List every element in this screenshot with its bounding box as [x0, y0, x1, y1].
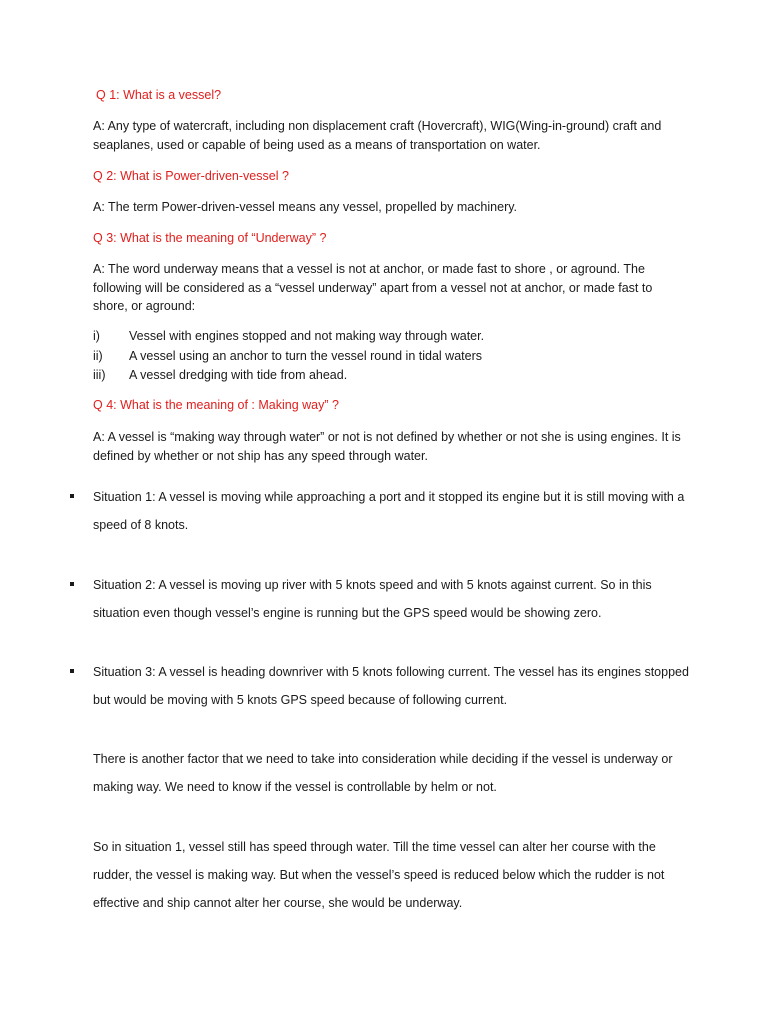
- situation-3: Situation 3: A vessel is heading downriver with 5 knots following current. The vessel has its engines stopped but would be moving with 5 knots GPS speed because of following current.: [93, 665, 689, 707]
- list-number: iii): [93, 368, 106, 382]
- bullet-icon: [70, 669, 74, 673]
- bullet-icon: [70, 494, 74, 498]
- list-number: i): [93, 329, 100, 343]
- question-4: Q 4: What is the meaning of : Making way” ?: [93, 398, 339, 412]
- answer-1: A: Any type of watercraft, including non displacement craft (Hovercraft), WIG(Wing-in-ground) craft and seaplanes, used or capable of being used as a means of transportation on water.: [93, 119, 662, 152]
- answer-4: A: A vessel is “making way through water” or not is not defined by whether or not she is using engines. It is defined by whether or not ship has any speed through water.: [93, 430, 681, 463]
- list-item: [93, 366, 683, 386]
- underway-list: [93, 327, 683, 386]
- question-2: Q 2: What is Power-driven-vessel ?: [93, 169, 289, 183]
- paragraph-factor: There is another factor that we need to take into consideration while deciding if the vessel is underway or making way. We need to know if the vessel is controllable by helm or not.: [93, 752, 673, 794]
- bullet-icon: [70, 582, 74, 586]
- answer-3: A: The word underway means that a vessel is not at anchor, or made fast to shore , or aground. The following will be considered as a “vessel underway” apart from a vessel not at anchor, or made fast to shore, or aground:: [93, 262, 653, 313]
- situation-2: Situation 2: A vessel is moving up river with 5 knots speed and with 5 knots against current. So in this situation even though vessel’s engine is running but the GPS speed would be showing zero.: [93, 578, 652, 620]
- question-1: Q 1: What is a vessel?: [96, 88, 222, 102]
- list-number: ii): [93, 348, 103, 363]
- list-item: [93, 327, 683, 347]
- situation-1: Situation 1: A vessel is moving while approaching a port and it stopped its engine but it is still moving with a speed of 8 knots.: [93, 490, 685, 532]
- list-text: A vessel using an anchor to turn the vessel round in tidal waters: [129, 348, 482, 363]
- list-text: Vessel with engines stopped and not making way through water.: [129, 329, 485, 343]
- list-text: A vessel dredging with tide from ahead.: [129, 368, 348, 382]
- paragraph-conclusion: So in situation 1, vessel still has speed through water. Till the time vessel can alter her course with the rudder, the vessel is making way. But when the vessel’s speed is reduced below which the rudder is not effective and ship cannot alter her course, she would be underway.: [93, 840, 665, 910]
- answer-2: A: The term Power-driven-vessel means any vessel, propelled by machinery.: [93, 200, 518, 214]
- question-3: Q 3: What is the meaning of “Underway” ?: [93, 231, 327, 245]
- list-item: [93, 347, 683, 367]
